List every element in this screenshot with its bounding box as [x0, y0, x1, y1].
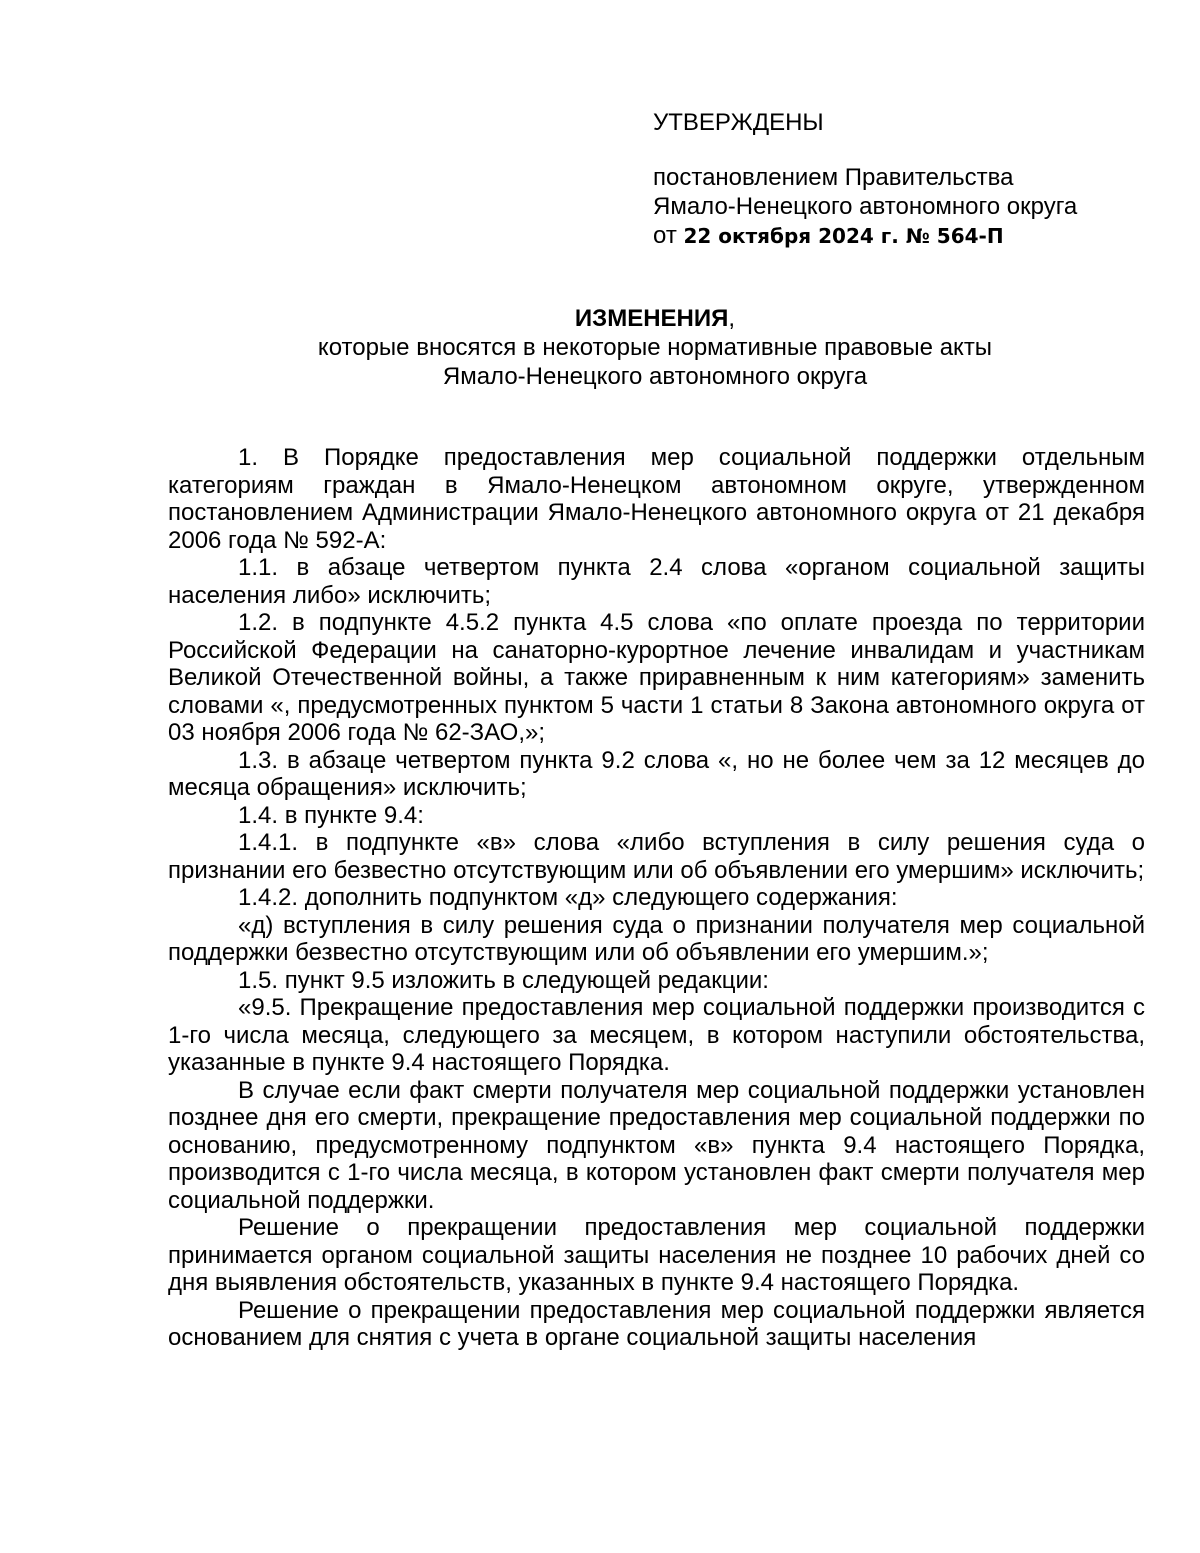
approval-date-prefix: от [653, 222, 677, 249]
approval-date-value: 22 октября 2024 г. № 564-П [683, 224, 1004, 248]
paragraph-1-4-1: 1.4.1. в подпункте «в» слова «либо вступления в силу решения суда о признании его безвестно отсутствующим или об объявлении его умершим» исключить; [168, 829, 1145, 884]
document-heading [0, 304, 1200, 391]
paragraph-1: 1. В Порядке предоставления мер социальной поддержки отдельным категориям граждан в Ямало-Ненецком автономном округе, утвержденном постановлением Администрации Ямало-Ненецкого автономного округа от 21 декабря 2006 года № 592-А: [168, 444, 1145, 554]
approval-block [653, 108, 1173, 251]
paragraph-death-case: В случае если факт смерти получателя мер социальной поддержки установлен позднее дня его смерти, прекращение предоставления мер социальной поддержки по основанию, предусмотренному подпунктом «в» пункта 9.4 настоящего Порядка, производится с 1-го числа месяца, в котором установлен факт смерти получателя мер социальной поддержки. [168, 1076, 1145, 1214]
heading-title-line [0, 304, 1200, 333]
approval-date-line [653, 221, 1173, 251]
paragraph-1-4-2: 1.4.2. дополнить подпунктом «д» следующего содержания: [238, 884, 898, 911]
paragraph-decision-deadline: Решение о прекращении предоставления мер социальной поддержки принимается органом социальной защиты населения не позднее 10 рабочих дней со дня выявления обстоятельств, указанных в пункте 9.4 настоящего Порядка. [168, 1214, 1145, 1296]
approval-line-2: Ямало-Ненецкого автономного округа [653, 193, 1078, 220]
heading-line-1: которые вносятся в некоторые нормативные правовые акты [317, 334, 993, 361]
heading-title-suffix: , [728, 305, 736, 332]
heading-title: ИЗМЕНЕНИЯ [574, 305, 729, 332]
paragraph-1-3: 1.3. в абзаце четвертом пункта 9.2 слова «, но не более чем за 12 месяцев до месяца обращения» исключить; [168, 746, 1145, 801]
heading-line-2: Ямало-Ненецкого автономного округа [442, 363, 868, 390]
paragraph-1-1: 1.1. в абзаце четвертом пункта 2.4 слова «органом социальной защиты населения либо» исключить; [168, 554, 1145, 609]
paragraph-subpoint-d: «д) вступления в силу решения суда о признании получателя мер социальной поддержки безвестно отсутствующим или об объявлении его умершим.»; [168, 911, 1145, 966]
paragraph-1-5: 1.5. пункт 9.5 изложить в следующей редакции: [238, 966, 769, 994]
document-body [168, 444, 1145, 1352]
approval-title: УТВЕРЖДЕНЫ [653, 109, 824, 136]
paragraph-decision-basis: Решение о прекращении предоставления мер социальной поддержки является основанием для снятия с учета в органе социальной защиты населения [168, 1296, 1145, 1351]
paragraph-1-2: 1.2. в подпункте 4.5.2 пункта 4.5 слова «по оплате проезда по территории Российской Федерации на санаторно-курортное лечение инвалидам и участникам Великой Отечественной войны, а также приравненным к ним категориям» заменить словами «, предусмотренных пунктом 5 части 1 статьи 8 Закона автономного округа от 03 ноября 2006 года № 62-ЗАО,»; [168, 609, 1145, 746]
approval-line-1: постановлением Правительства [653, 164, 1014, 191]
paragraph-9-5: «9.5. Прекращение предоставления мер социальной поддержки производится с 1-го числа месяца, следующего за месяцем, в котором наступили обстоятельства, указанные в пункте 9.4 настоящего Порядка. [168, 994, 1145, 1076]
paragraph-1-4: 1.4. в пункте 9.4: [238, 801, 424, 829]
